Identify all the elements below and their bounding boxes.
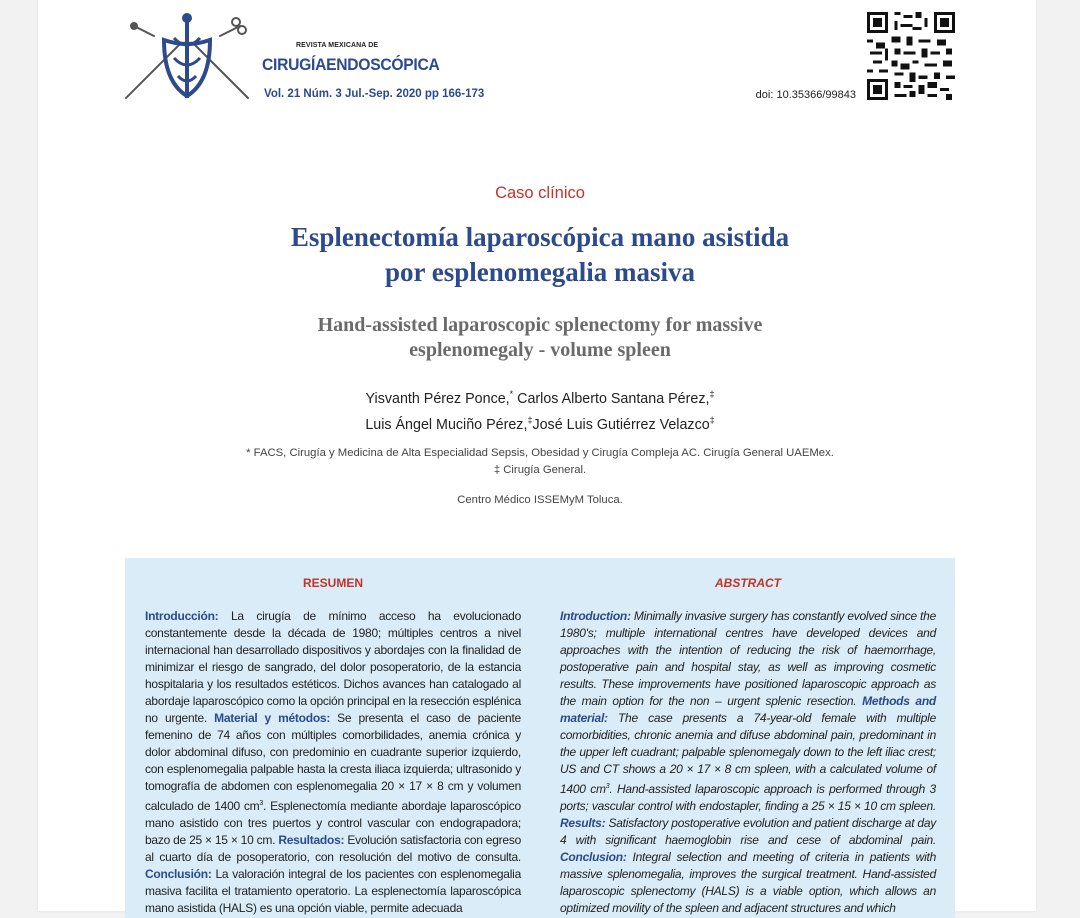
doi-link[interactable]: doi: 10.35366/99843: [755, 89, 856, 101]
article-title: Esplenectomía laparoscópica mano asistida por esplenomegalia masiva: [290, 222, 790, 287]
journal-name: CIRUGÍAENDOSCÓPICA: [262, 55, 440, 74]
abstract-box: [125, 558, 955, 918]
document-page: [38, 0, 1036, 915]
journal-volume: Vol. 21 Núm. 3 Jul.-Sep. 2020 pp 166-173: [264, 88, 485, 100]
author-list: Yisvanth Pérez Ponce,* Carlos Alberto Santana Pérez,‡ Luis Ángel Muciño Pérez,‡José Luis Gutiérrez Velazco‡: [365, 389, 715, 433]
abstract-text: Introduction: Minimally invasive surgery has constantly evolved since the 1980's; multiple international centres have developed devices and approaches with the intention of reducing the risk of haemorrhage, postoperative pain and hospital stay, as well as improving cosmetic results. These improvements have positioned laparoscopic approach as the main option for the non – urgent splenic resection. Methods and material: The case presents a 74-year-old female with multiple comorbidities, chronic anemia and difuse abdominal pain, predominant in the upper left cuadrant; palpable splenomegaly down to the left iliac crest; US and CT shows a 20 × 17 × 8 cm spleen, with a calculated volume of 1400 $cm^3$. Hand-assisted laparoscopic approach is performed through 3 ports; vascular control with endostapler, finding a 25 × 15 × 10 cm spleen. Results: Satisfactory postoperative evolution and patient discharge at day 4 with significant haemoglobin rise and cese of abdominal pain. Conclusion: Integral selection and meeting of criteria in patients with massive splenomegalia, improves the surgical treatment. Hand-assisted laparoscopic splenectomy (HALS) is a viable option, which allows an optimized movility of the spleen and adjacent structures and which: [560, 609, 936, 915]
abstract-heading: ABSTRACT: [715, 576, 781, 590]
journal-logo-icon: [124, 12, 250, 100]
qr-code-icon[interactable]: [867, 12, 955, 100]
journal-subtitle: REVISTA MEXICANA DE: [296, 42, 379, 49]
resumen-heading: RESUMEN: [302, 576, 363, 590]
institution: Centro Médico ISSEMyM Toluca.: [457, 494, 623, 506]
affiliations: * FACS, Cirugía y Medicina de Alta Especialidad Sepsis, Obesidad y Cirugía Compleja AC. Cirugía General UAEMex. ‡ Cirugía General.: [246, 447, 834, 476]
resumen-text: Introducción: La cirugía de mínimo acceso ha evolucionado constantemente desde la década de 1980; múltiples centros a nivel internacional han desarrollado dispositivos y abordajes con la finalidad de minimizar el riesgo de sangrado, del dolor posoperatorio, de la estancia hospitalaria y los resultados estéticos. Dichos avances han catalogado al abordaje laparoscópico como la opción principal en la resección esplénica no urgente. Material y métodos: Se presenta el caso de paciente femenino de 74 años con múltiples comorbilidades, anemia crónica y dolor abdominal difuso, con predominio en cuadrante superior izquierdo, con esplenomegalia palpable hasta la cresta iliaca izquierda; ultrasonido y tomografía de abdomen con esplenomegalia 20 × 17 × 8 cm y volumen calculado de 1400 $cm^3$. Esplenectomía mediante abordaje laparoscópico mano asistido con tres puertos y control vascular con endograpadora; bazo de 25 × 15 × 10 cm. Resultados: Evolución satisfactoria con egreso al cuarto día de posoperatorio, con resolución del motivo de consulta. Conclusión: La valoración integral de los pacientes con esplenomegalia masiva facilita el tratamiento operatorio. La esplenectomía laparoscópica mano asistida (HALS) es una opción viable, permite adecuada: [145, 609, 521, 915]
article-category: Caso clínico: [495, 184, 585, 202]
article-title-english: Hand-assisted laparoscopic splenectomy for massive esplenomegaly - volume spleen: [317, 314, 763, 361]
